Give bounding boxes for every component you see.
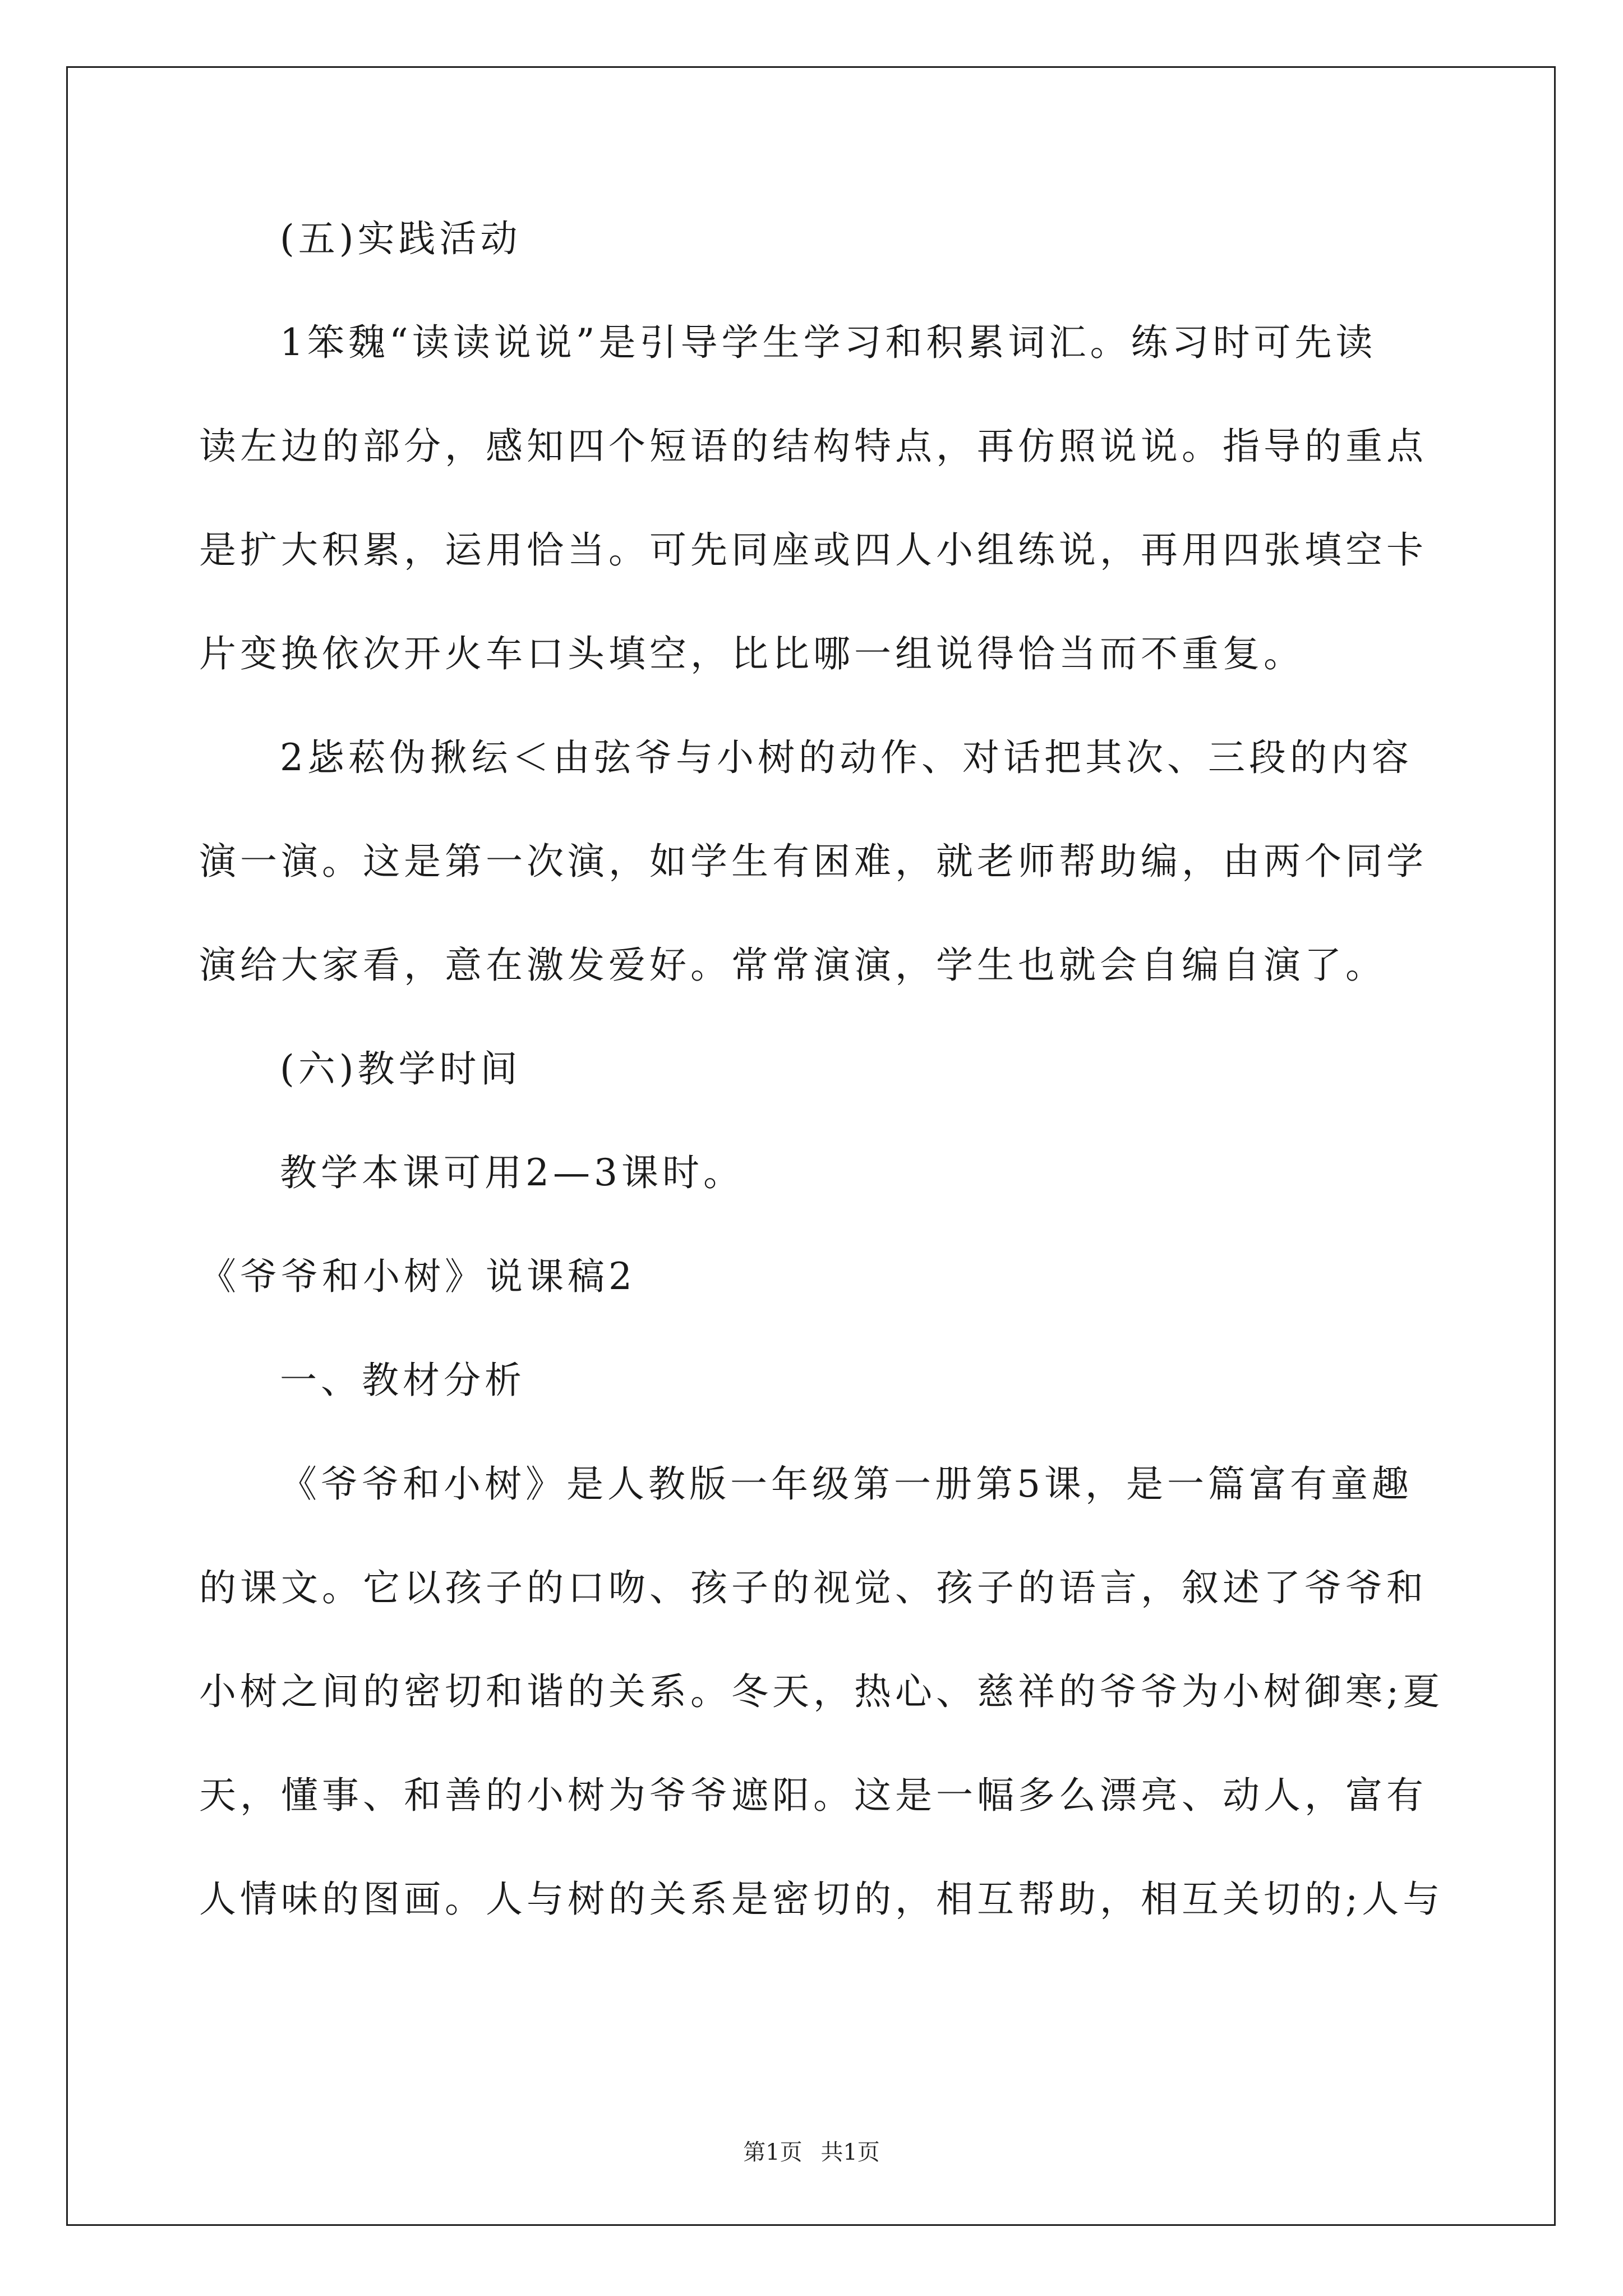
paragraph-line: 2毖菘伪揪纭＜由弦爷与小树的动作、对话把其次、三段的内容 xyxy=(280,736,1413,779)
section-heading: (六)教学时间 xyxy=(280,1047,522,1091)
document-body xyxy=(199,213,1444,1977)
paragraph-line: 是扩大积累，运用恰当。可先同座或四人小组练说，再用四张填空卡 xyxy=(199,528,1427,572)
page-footer xyxy=(0,2138,1623,2166)
paragraph-line: 的课文。它以孩子的口吻、孩子的视觉、孩子的语言，叙述了爷爷和 xyxy=(199,1566,1427,1609)
paragraph-line: (五)实践活动 xyxy=(280,217,522,260)
paragraph-line: 读左边的部分，感知四个短语的结构特点，再仿照说说。指导的重点 xyxy=(199,425,1427,468)
paragraph-line: 天，懂事、和善的小树为爷爷遮阳。这是一幅多么漂亮、动人，富有 xyxy=(199,1774,1427,1817)
paragraph-line: 片变换依次开火车口头填空，比比哪一组说得恰当而不重复。 xyxy=(199,632,1304,675)
paragraph-line: 演给大家看，意在激发爱好。常常演演，学生也就会自编自演了。 xyxy=(199,944,1386,987)
page-total: 共1页 xyxy=(820,2139,880,2165)
paragraph-line: 1笨魏“读读说说”是引导学生学习和积累词汇。练习时可先读 xyxy=(280,321,1377,364)
page-number: 第1页 xyxy=(743,2139,803,2165)
paragraph-line: 人情味的图画。人与树的关系是密切的，相互帮助，相互关切的;人与 xyxy=(199,1878,1444,1921)
paragraph-line: 演一演。这是第一次演，如学生有困难，就老师帮助编，由两个同学 xyxy=(199,840,1427,883)
section-heading: 一、教材分析 xyxy=(280,1359,525,1402)
paragraph-line: 《爷爷和小树》是人教版一年级第一册第5课，是一篇富有童趣 xyxy=(280,1462,1413,1506)
document-title: 《爷爷和小树》说课稿2 xyxy=(199,1255,636,1298)
paragraph-line: 小树之间的密切和谐的关系。冬天，热心、慈祥的爷爷为小树御寒;夏 xyxy=(199,1670,1444,1713)
paragraph-line: 教学本课可用2—3课时。 xyxy=(280,1151,744,1194)
